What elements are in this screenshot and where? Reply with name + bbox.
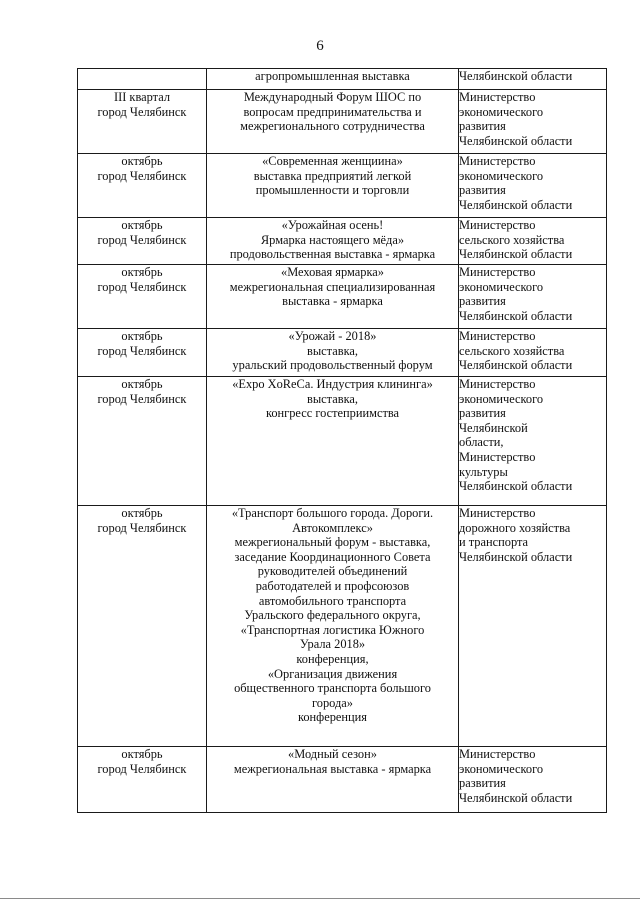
event-cell: «Урожайная осень! Ярмарка настоящего мёда» продовольственная выставка - ярмарка xyxy=(207,218,459,265)
event-cell: «Урожай - 2018» выставка, уральский продовольственный форум xyxy=(207,329,459,377)
date-cell: октябрь город Челябинск xyxy=(78,265,207,329)
organizer-cell: Министерство сельского хозяйства Челябинской области xyxy=(459,218,607,265)
organizer-cell: Министерство экономического развития Челябинской области, Министерство культуры Челябинской области xyxy=(459,377,607,506)
table-row xyxy=(78,218,607,265)
organizer-cell: Министерство дорожного хозяйства и транспорта Челябинской области xyxy=(459,506,607,747)
events-table xyxy=(77,68,607,813)
organizer-cell: Министерство экономического развития Челябинской области xyxy=(459,747,607,813)
table-row xyxy=(78,377,607,506)
event-cell: агропромышленная выставка xyxy=(207,69,459,90)
event-cell: «Модный сезон» межрегиональная выставка - ярмарка xyxy=(207,747,459,813)
date-cell: октябрь город Челябинск xyxy=(78,747,207,813)
date-cell: октябрь город Челябинск xyxy=(78,377,207,506)
organizer-cell: Министерство экономического развития Челябинской области xyxy=(459,90,607,154)
organizer-cell: Министерство сельского хозяйства Челябинской области xyxy=(459,329,607,377)
organizer-cell: Челябинской области xyxy=(459,69,607,90)
date-cell: октябрь город Челябинск xyxy=(78,218,207,265)
date-cell xyxy=(78,69,207,90)
event-cell: «Транспорт большого города. Дороги. Автокомплекс» межрегиональный форум - выставка, заседание Координационного Совета руководителей объединений работодателей и профсоюзов автомобильного транспорта Уральского федерального округа, «Транспортная логистика Южного Урала 2018» конференция, «Организация движения общественного транспорта большого города» конференция xyxy=(207,506,459,747)
table-row xyxy=(78,69,607,90)
date-cell: октябрь город Челябинск xyxy=(78,329,207,377)
table-row xyxy=(78,747,607,813)
table-row xyxy=(78,90,607,154)
event-cell: «Меховая ярмарка» межрегиональная специализированная выставка - ярмарка xyxy=(207,265,459,329)
event-cell: «Современная женщиина» выставка предприятий легкой промышленности и торговли xyxy=(207,154,459,218)
organizer-cell: Министерство экономического развития Челябинской области xyxy=(459,154,607,218)
organizer-cell: Министерство экономического развития Челябинской области xyxy=(459,265,607,329)
event-cell: «Expo XoReCa. Индустрия клининга» выставка, конгресс гостеприимства xyxy=(207,377,459,506)
date-cell: октябрь город Челябинск xyxy=(78,154,207,218)
table-row xyxy=(78,154,607,218)
table-row xyxy=(78,265,607,329)
page-bottom-edge xyxy=(0,898,640,899)
table-row xyxy=(78,506,607,747)
event-cell: Международный Форум ШОС по вопросам предпринимательства и межрегионального сотрудничества xyxy=(207,90,459,154)
table-row xyxy=(78,329,607,377)
page-number: 6 xyxy=(316,38,324,54)
date-cell: III квартал город Челябинск xyxy=(78,90,207,154)
date-cell: октябрь город Челябинск xyxy=(78,506,207,747)
